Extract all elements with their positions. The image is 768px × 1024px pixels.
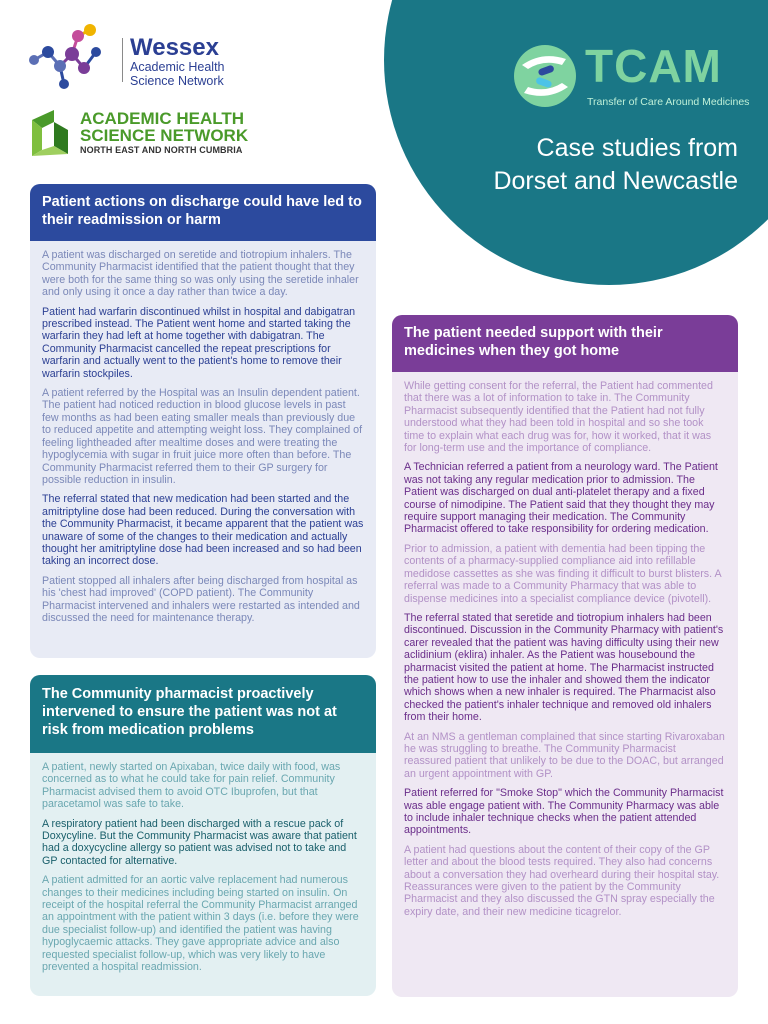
case-paragraph: At an NMS a gentleman complained that since starting Rivaroxaban he was struggling to breathe. The Community Pharmacist reassured patient that unlikely to be due to the DOAC, but arranged an urgent appointment with GP. — [404, 730, 725, 780]
case-paragraph: A patient, newly started on Apixaban, twice daily with food, was concerned as to what he could take for pain relief. Community Pharmacist advised them to avoid OTC Ibuprofen, but that paracetamol was safe to take. — [42, 761, 341, 811]
case-box-support-at-home — [392, 315, 738, 997]
ahsn-title-line1: ACADEMIC HEALTH — [80, 109, 245, 128]
page-title-line1: Case studies from — [536, 134, 738, 162]
case-paragraph: Patient stopped all inhalers after being discharged from hospital as his 'chest had improved' (COPD patient). The Community Pharmacist intervened and inhalers were restarted as intended and discussed the need for maintenance therapy. — [42, 574, 360, 624]
case-paragraph: Patient referred for "Smoke Stop" which the Community Pharmacist was able engage patient with. The Community Pharmacy was able to include inhaler technique checks when the patient attended appointments. — [404, 787, 724, 837]
case-box-body — [392, 372, 738, 931]
case-paragraph: A respiratory patient had been discharged with a rescue pack of Doxycyline. But the Community Pharmacist was aware that patient had a doxycycline allergy so patient was advised not to take and GP contacted for alternative. — [42, 817, 357, 867]
ahsn-north-east-logo — [28, 108, 268, 162]
case-box-body — [30, 753, 376, 987]
wessex-subtitle-line2: Science Network — [130, 74, 224, 88]
case-paragraph: The referral stated that new medication had been started and the amitriptyline dose had been reduced. During the conversation with the Community Pharmacist, it became apparent that the patient was unaware of some of the changes to their medication and actually thought her amitriptyline dose had been increased and so had been taking an incorrect dose. — [42, 493, 364, 568]
case-box-title: The Community pharmacist proactively intervened to ensure the patient was not at risk from medication problems — [30, 675, 376, 753]
case-paragraph: A Technician referred a patient from a neurology ward. The Patient was not taking any regular medication prior to admission. The Patient was discharged on dual anti-platelet therapy and a fixed course of nimodipine. The Patient said that they thought they may require support managing their medication. The Community Pharmacist offered to take responsibility for ordering medication. — [404, 461, 718, 536]
case-box-discharge-actions — [30, 184, 376, 658]
tcam-logo — [512, 40, 752, 113]
case-paragraph: While getting consent for the referral, the Patient had commented that there was a lot of information to take in. The Community Pharmacist subsequently identified that the Patient had not fully understood what they had been told in hospital and so she took time to explain what each drug was for, how it worked, that it was for long-term use and the importance of compliance. — [404, 380, 713, 455]
case-paragraph: The referral stated that seretide and tiotropium inhalers had been discontinued. Discussion in the Community Pharmacy with patient's carer revealed that the patient was having difficulty using their new aclidinium (eklira) inhaler. As the Patient was housebound the pharmacist visited the patient at home. The Pharmacist instructed the patient how to use the inhaler and showed them the indicator which shows when a new inhaler is required. The Pharmacist also checked the patient's inhaler technique and removed old inhalers from their home. — [404, 611, 724, 724]
ahsn-title-line2: SCIENCE NETWORK — [80, 126, 249, 145]
case-box-title: The patient needed support with their medicines when they got home — [392, 315, 738, 372]
page-title — [400, 132, 738, 198]
case-box-body — [30, 241, 376, 637]
case-paragraph: A patient admitted for an aortic valve replacement had numerous changes to their medicines including being started on insulin. On receipt of the hospital referral the Community Pharmacist arranged an appointment with the patient within 3 days (i.e. before they were due specialist follow-up) and identified the patient was having hypoglycaemic attacks. They gave appropriate advice and also requested specialist follow-up, which was very likely to have prevented a hospital readmission. — [42, 874, 359, 974]
tcam-tagline: Transfer of Care Around Medicines — [587, 96, 750, 108]
case-box-proactive-intervention — [30, 675, 376, 996]
wessex-subtitle-line1: Academic Health — [130, 60, 225, 74]
logo-divider — [122, 38, 123, 82]
case-paragraph: A patient had questions about the content of their copy of the GP letter and about the blood tests required. They also had concerns about a conversation they had overheard during their hospital stay. Reassurances were given to the patient by the Community Pharmacist and they also discussed the GTN spray especially the expiry date, and their new medicine ticagrelor. — [404, 843, 720, 918]
case-paragraph: A patient referred by the Hospital was an Insulin dependent patient. The patient had noticed reduction in blood glucose levels in past few months as had been eating smaller meals than previously due to reduced appetite and attempting weight loss. They complained of feeling lightheaded after mealtime doses and were treating the hypoglycemia with sugar in fruit juice more often than before. The Community Pharmacist referred them to their GP surgery for possible reduction in insulin. — [42, 387, 363, 486]
tcam-wordmark: TCAM — [585, 40, 722, 92]
wessex-ahsn-logo — [26, 22, 256, 98]
ahsn-title — [80, 110, 248, 144]
wessex-network-icon — [26, 22, 118, 98]
case-paragraph: Patient had warfarin discontinued whilst in hospital and dabigatran prescribed instead. The Patient went home and started taking the warfarin they had left at home together with dabigatran. The Community Pharmacist cancelled the repeat prescriptions for warfarin and actually went to the patient's home to remove their warfarin stockpiles. — [42, 305, 356, 380]
tcam-hands-pills-icon — [512, 43, 578, 109]
wessex-title: Wessex — [130, 34, 219, 61]
ahsn-triangle-icon — [28, 108, 74, 158]
ahsn-subtitle: NORTH EAST AND NORTH CUMBRIA — [80, 145, 243, 155]
case-paragraph: A patient was discharged on seretide and tiotropium inhalers. The Community Pharmacist identified that the patient thought that they were both for the same thing so was only using the seretide inhaler and only using it once a day rather than twice a day. — [42, 249, 359, 299]
case-paragraph: Prior to admission, a patient with dementia had been tipping the contents of a pharmacy-supplied compliance aid into refillable medidose cassettes as she was finding it difficult to burst blisters. A referral was made to a Community Pharmacy that was able to dispense medicines into a specialist compliance device (pivotell). — [404, 542, 722, 605]
case-box-title: Patient actions on discharge could have led to their readmission or harm — [30, 184, 376, 241]
page-title-line2: Dorset and Newcastle — [493, 167, 738, 195]
